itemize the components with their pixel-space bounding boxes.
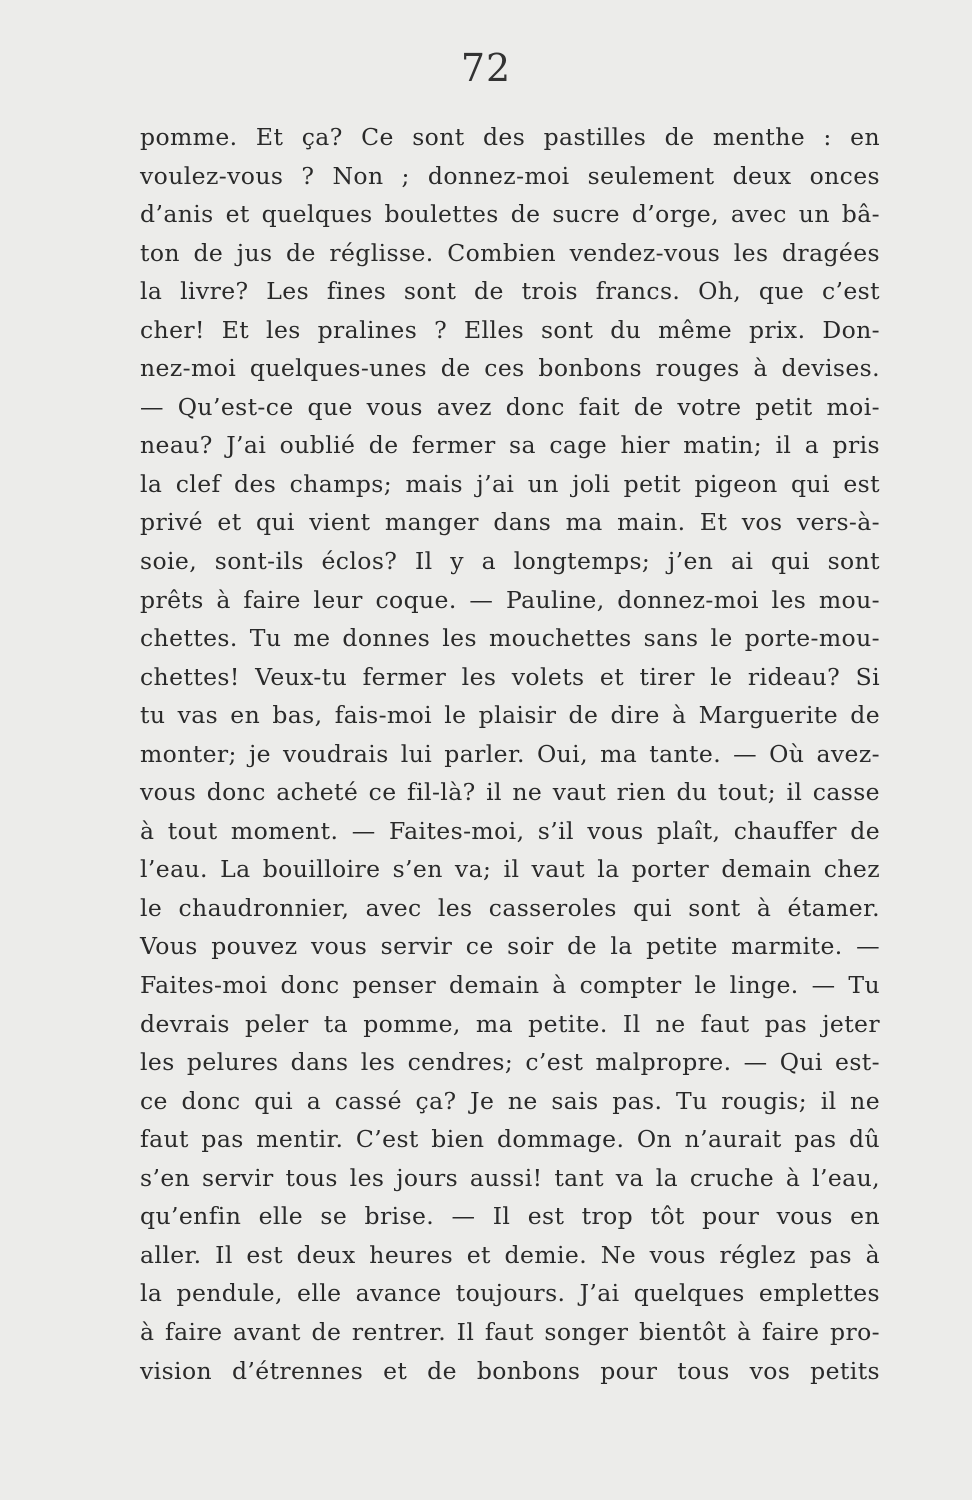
text-line: aller. Il est deux heures et demie. Ne vous réglez pas à — [140, 1240, 880, 1269]
text-line: neau? J’ai oublié de fermer sa cage hier matin; il a pris — [140, 431, 880, 460]
text-line: les pelures dans les cendres; c’est malpropre. — Qui est- — [140, 1048, 880, 1077]
page-number: 72 — [460, 46, 512, 90]
text-line: — Qu’est-ce que vous avez donc fait de votre petit moi- — [140, 392, 880, 421]
text-line: privé et qui vient manger dans ma main. Et vos vers-à- — [140, 508, 880, 537]
text-line: nez-moi quelques-unes de ces bonbons rouges à devises. — [140, 354, 880, 383]
text-line: ton de jus de réglisse. Combien vendez-vous les dragées — [140, 238, 880, 267]
body-text — [140, 118, 880, 1390]
text-line: d’anis et quelques boulettes de sucre d’orge, avec un bâ- — [140, 200, 880, 229]
text-line: Faites-moi donc penser demain à compter le linge. — Tu — [140, 971, 880, 1000]
text-line: chettes! Veux-tu fermer les volets et tirer le rideau? Si — [140, 662, 880, 691]
text-line: cher! Et les pralines ? Elles sont du même prix. Don- — [140, 315, 880, 344]
text-line: devrais peler ta pomme, ma petite. Il ne faut pas jeter — [140, 1009, 880, 1038]
text-line: pomme. Et ça? Ce sont des pastilles de menthe : en — [140, 123, 880, 151]
text-line: s’en servir tous les jours aussi! tant va la cruche à l’eau, — [140, 1163, 880, 1192]
text-line: prêts à faire leur coque. — Pauline, donnez-moi les mou- — [140, 585, 880, 614]
text-line: la livre? Les fines sont de trois francs. Oh, que c’est — [140, 277, 880, 306]
text-line: à tout moment. — Faites-moi, s’il vous plaît, chauffer de — [140, 816, 880, 845]
text-line: monter; je voudrais lui parler. Oui, ma tante. — Où avez- — [140, 739, 880, 768]
text-line: faut pas mentir. C’est bien dommage. On n’aurait pas dû — [140, 1125, 880, 1154]
text-line: ce donc qui a cassé ça? Je ne sais pas. Tu rougis; il ne — [140, 1086, 880, 1115]
text-line: voulez-vous ? Non ; donnez-moi seulement deux onces — [140, 161, 880, 190]
text-line: Vous pouvez vous servir ce soir de la petite marmite. — — [140, 932, 880, 961]
text-line: vous donc acheté ce fil-là? il ne vaut rien du tout; il casse — [140, 778, 880, 807]
text-line: tu vas en bas, fais-moi le plaisir de dire à Marguerite de — [140, 701, 880, 730]
text-line: soie, sont-ils éclos? Il y a longtemps; j’en ai qui sont — [140, 547, 880, 576]
text-line: qu’enfin elle se brise. — Il est trop tôt pour vous en — [140, 1202, 880, 1231]
text-line: l’eau. La bouilloire s’en va; il vaut la porter demain chez — [140, 855, 880, 884]
text-line: à faire avant de rentrer. Il faut songer bientôt à faire pro- — [140, 1317, 880, 1346]
text-line: la clef des champs; mais j’ai un joli petit pigeon qui est — [140, 469, 880, 498]
text-line: le chaudronnier, avec les casseroles qui sont à étamer. — [140, 893, 880, 922]
text-line: la pendule, elle avance toujours. J’ai quelques emplettes — [140, 1279, 880, 1308]
text-line: vision d’étrennes et de bonbons pour tous vos petits — [140, 1356, 880, 1385]
text-line: chettes. Tu me donnes les mouchettes sans le porte-mou- — [140, 624, 880, 653]
